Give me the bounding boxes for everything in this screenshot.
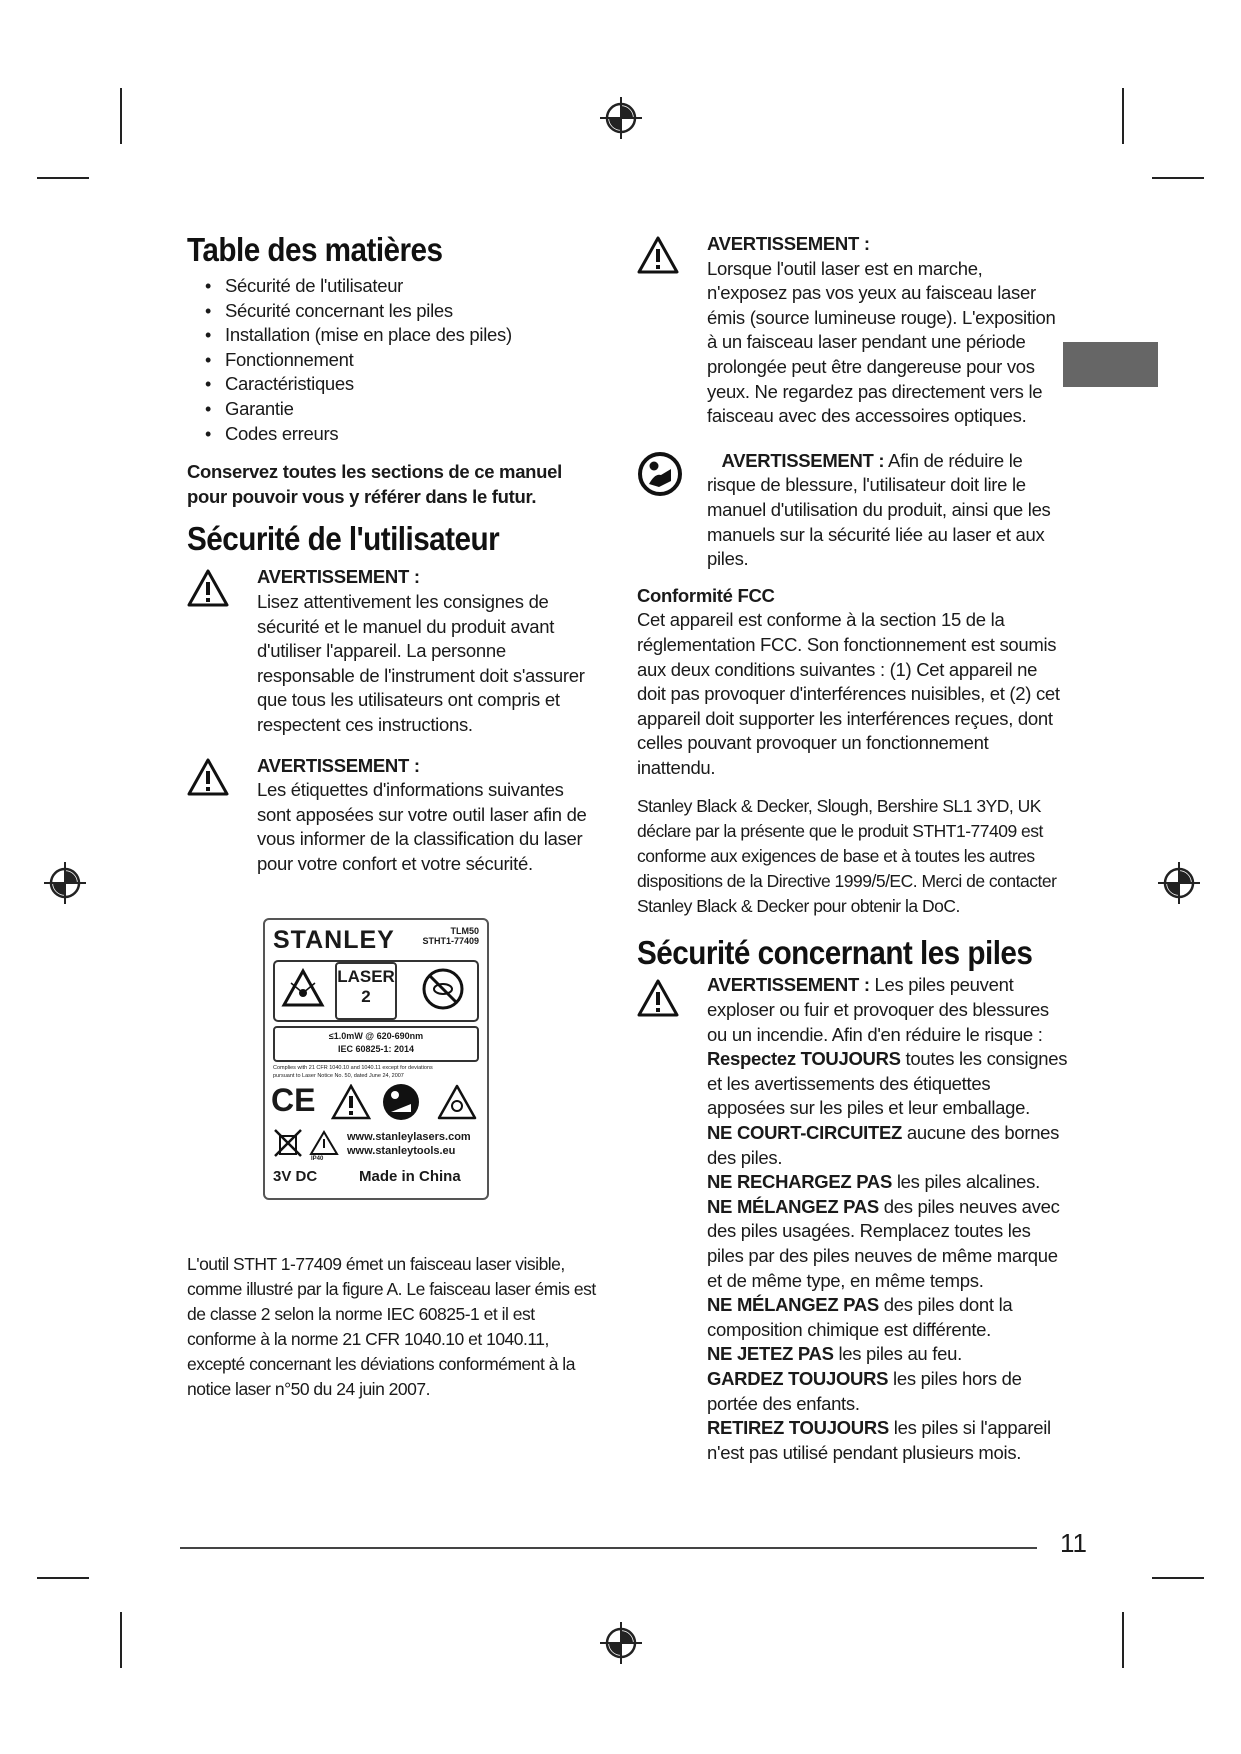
- registration-mark-icon: [600, 1622, 642, 1664]
- warning4-title: AVERTISSEMENT :: [721, 449, 885, 471]
- battery-safety-title: Sécurité concernant les piles: [637, 934, 1033, 972]
- page-number: 11: [1060, 1528, 1087, 1558]
- toc-list: [187, 274, 607, 446]
- toc-item: • Sécurité de l'utilisateur: [205, 274, 607, 299]
- laser-word: LASER: [337, 967, 395, 986]
- battery-rule: [707, 1367, 1069, 1416]
- warning-block: [187, 754, 607, 877]
- label-web1: www.stanleylasers.com: [347, 1131, 471, 1143]
- crop-mark: [120, 88, 122, 144]
- battery-rule: [707, 1170, 1069, 1195]
- registration-mark-icon: [44, 862, 86, 904]
- read-manual-icon: [381, 1082, 421, 1122]
- toc-item: • Sécurité concernant les piles: [205, 299, 607, 324]
- warning-triangle-icon: [187, 569, 229, 607]
- rule-text: des piles dont la composition chimique est différente.: [707, 1294, 1013, 1340]
- toc-item: • Caractéristiques: [205, 372, 607, 397]
- battery-rule: [707, 1195, 1069, 1293]
- rule-bold: NE JETEZ PAS: [707, 1343, 834, 1365]
- rule-bold: GARDEZ TOUJOURS: [707, 1367, 889, 1389]
- left-column: [187, 230, 607, 876]
- label-made-in: Made in China: [359, 1168, 461, 1185]
- warning3-text: Lorsque l'outil laser est en marche, n'exposez pas vos yeux au faisceau laser émis (source lumineuse rouge). L'exposition à un faisceau laser pendant une période prolongée peut être dangereuse pour vos yeux. Ne regardez pas directement vers le faisceau avec des accessoires optiques.: [707, 257, 1056, 427]
- label-voltage: 3V DC: [273, 1168, 318, 1185]
- rule-text: les piles hors de portée des enfants.: [707, 1367, 1022, 1414]
- toc-item: • Fonctionnement: [205, 348, 607, 373]
- read-manual-icon: [637, 451, 683, 497]
- rule-bold: Respectez TOUJOURS: [707, 1048, 901, 1070]
- battery-rule: [707, 1047, 1069, 1121]
- fcc-text: Cet appareil est conforme à la section 15 de la réglementation FCC. Son fonctionnement est soumis aux deux conditions suivantes : (1) Cet appareil ne doit pas provoquer d'interférences nuisibles, et (2) cet appareil doit supporter les interférences reçues, dont celles pouvant provoquer un fonctionnement inattendu.: [637, 609, 1060, 778]
- label-model: [422, 926, 479, 946]
- battery-warning-block: [637, 973, 1067, 1465]
- crop-mark: [120, 1612, 122, 1668]
- warning-block: [187, 565, 607, 737]
- rule-bold: NE MÉLANGEZ PAS: [707, 1195, 879, 1217]
- laser-class-box: [273, 960, 479, 1022]
- label-compliance1: Complies with 21 CFR 1040.10 and 1040.11 except for deviations: [273, 1065, 433, 1071]
- rule-bold: NE MÉLANGEZ PAS: [707, 1294, 879, 1316]
- crop-mark: [37, 1577, 89, 1579]
- laser-description: L'outil STHT 1-77409 émet un faisceau laser visible, comme illustré par la figure A. Le faisceau laser émis est de classe 2 selon la norme IEC 60825-1 et il est conforme à la norme 21 CFR 1040.10 et 1040.11, excepté concernant les déviations conformément à la notice laser n°50 du 24 juin 2007.: [187, 1254, 596, 1399]
- warning-triangle-small-icon: [309, 1130, 339, 1156]
- footer-rule: [180, 1547, 1037, 1549]
- toc-item: • Installation (mise en place des piles): [205, 323, 607, 348]
- registration-mark-icon: [600, 97, 642, 139]
- rule-text: aucune des bornes des piles.: [707, 1122, 1060, 1168]
- battery-rule: [707, 1342, 1069, 1367]
- battery-rule: [707, 1416, 1069, 1465]
- laser-class: 2: [361, 987, 371, 1006]
- registration-mark-icon: [1158, 862, 1200, 904]
- warning4-content: [707, 449, 1062, 572]
- right-column: [637, 232, 1067, 1465]
- warning-triangle-icon: [187, 758, 229, 796]
- warning-triangle-icon: [331, 1084, 371, 1120]
- warning2-text: Les étiquettes d'informations suivantes sont apposées sur votre outil laser afin de vous informer de la classification du laser pour votre confort et votre sécurité.: [257, 779, 587, 874]
- section-tab: [1063, 342, 1158, 387]
- crop-mark: [37, 177, 89, 179]
- label-compliance: [273, 1064, 479, 1080]
- label-brand: STANLEY: [273, 926, 395, 954]
- warning3-title: AVERTISSEMENT :: [707, 233, 870, 254]
- label-websites: [347, 1130, 471, 1158]
- no-eye-exposure-icon: [421, 967, 465, 1011]
- laser-power: ≤1.0mW @ 620-690nm: [328, 1031, 424, 1041]
- toc-item: • Codes erreurs: [205, 422, 607, 447]
- crop-mark: [1122, 1612, 1124, 1668]
- warning-triangle-icon: [637, 979, 679, 1017]
- warning4-text: Afin de réduire le risque de blessure, l'utilisateur doit lire le manuel d'utilisation du produit, ainsi que les manuels sur la sécurité liée au laser et aux piles.: [707, 449, 1051, 570]
- rule-text: toutes les consignes et les avertissements des étiquettes apposées sur les piles et leur emballage.: [707, 1048, 1068, 1119]
- warning2-title: AVERTISSEMENT :: [257, 754, 420, 776]
- rule-bold: NE COURT-CIRCUITEZ: [707, 1122, 903, 1144]
- warning-triangle-icon: [637, 236, 679, 274]
- battery-rule: [707, 1121, 1069, 1170]
- rule-bold: RETIREZ TOUJOURS: [707, 1417, 889, 1439]
- label-compliance2: pursuant to Laser Notice No. 50, dated June 24, 2007: [273, 1073, 404, 1079]
- rule-text: les piles si l'appareil n'est pas utilisé pendant plusieurs mois.: [707, 1417, 1051, 1463]
- label-model2: STHT1-77409: [422, 936, 479, 946]
- label-web2: www.stanleytools.eu: [347, 1145, 456, 1157]
- ce-mark-icon: CE: [271, 1082, 316, 1118]
- rule-text: les piles alcalines.: [892, 1171, 1040, 1193]
- battery-rule: [707, 1293, 1069, 1342]
- rule-text: les piles au feu.: [833, 1343, 962, 1365]
- laser-warning-icon: [437, 1084, 477, 1120]
- laser-hazard-icon: [281, 968, 325, 1008]
- laser-standard: IEC 60825-1: 2014: [337, 1044, 415, 1054]
- declaration-text: Stanley Black & Decker, Slough, Bershire SL1 3YD, UK déclare par la présente que le produit STHT1-77409 est conforme aux exigences de base et à toutes les autres dispositions de la Directive 1999/5/EC. Merci de contacter Stanley Black & Decker pour obtenir la DoC.: [637, 796, 1057, 917]
- warning1-text: Lisez attentivement les consignes de sécurité et le manuel du produit avant d'utiliser l'appareil. La personne responsable de l'instrument doit s'assurer que tous les utilisateurs ont compris et respectent ces instructions.: [257, 590, 585, 735]
- rule-text: des piles neuves avec des piles usagées. Remplacez toutes les piles par des piles neuves de même marque et de même type, en même temps.: [707, 1195, 1060, 1291]
- ip-rating: IP40: [311, 1156, 324, 1162]
- label-model1: TLM50: [450, 926, 479, 936]
- crop-mark: [1122, 88, 1124, 144]
- toc-title: Table des matières: [187, 231, 443, 268]
- battery-warning-title: AVERTISSEMENT :: [707, 974, 870, 996]
- warning1-title: AVERTISSEMENT :: [257, 566, 420, 588]
- rule-bold: NE RECHARGEZ PAS: [707, 1171, 893, 1193]
- crop-mark: [1152, 177, 1204, 179]
- warning-block: [637, 232, 1067, 429]
- fcc-title: Conformité FCC: [637, 584, 775, 606]
- crop-mark: [1152, 1577, 1204, 1579]
- laser-label-image: [263, 918, 489, 1200]
- toc-item: • Garantie: [205, 397, 607, 422]
- weee-bin-icon: [273, 1128, 303, 1158]
- battery-warning-intro: [707, 973, 1069, 1047]
- laser-spec-box: [273, 1026, 479, 1062]
- battery-warning-intro-text: Les piles peuvent exploser ou fuir et provoquer des blessures ou un incendie. Afin d'en réduire le risque :: [707, 974, 1049, 1045]
- warning-block: [637, 449, 1067, 572]
- user-safety-title: Sécurité de l'utilisateur: [187, 520, 500, 558]
- keep-note: Conservez toutes les sections de ce manuel pour pouvoir vous y référer dans le futur.: [187, 461, 563, 507]
